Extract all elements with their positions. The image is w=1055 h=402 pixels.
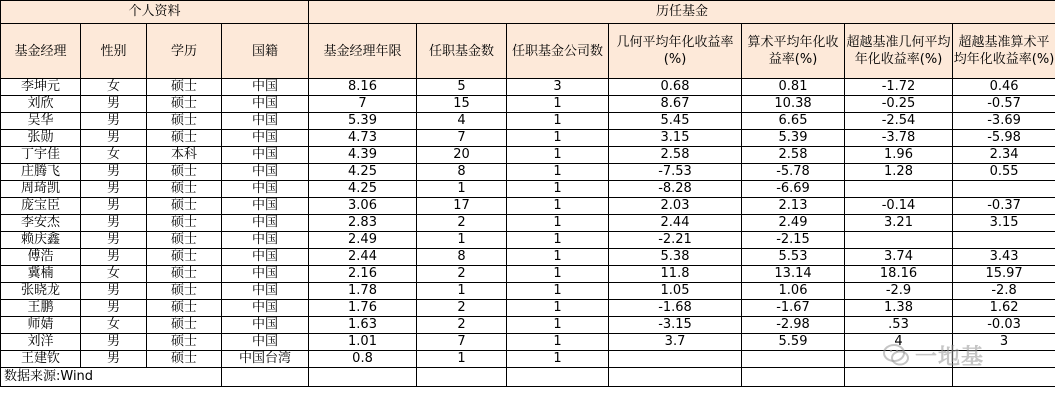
table-cell: 李安杰 [1,215,81,232]
table-cell: 中国 [222,249,309,266]
table-cell: -3.15 [609,317,742,334]
table-cell: 本科 [147,147,222,164]
table-cell: 1 [417,181,507,198]
table-cell: 6.65 [742,113,845,130]
table-cell [953,351,1055,368]
table-cell: 1 [507,147,609,164]
table-cell: 2.49 [309,232,417,249]
table-cell: 张晓龙 [1,283,81,300]
table-cell: 1.05 [609,283,742,300]
table-cell [953,181,1055,198]
table-cell: -2.9 [845,283,953,300]
table-cell: -3.69 [953,113,1055,130]
table-cell: 硕士 [147,164,222,181]
table-cell: 4.73 [309,130,417,147]
table-cell: 5.59 [742,334,845,351]
table-cell: -0.57 [953,96,1055,113]
table-cell: 王鹏 [1,300,81,317]
table-cell: 吴华 [1,113,81,130]
table-cell: 3 [507,79,609,96]
table-cell: 中国 [222,283,309,300]
table-cell: 硕士 [147,334,222,351]
table-cell: 中国 [222,266,309,283]
table-cell: 20 [417,147,507,164]
empty-cell [147,368,222,387]
table-cell: 2 [417,215,507,232]
table-row [1,181,1055,198]
table-cell: 中国 [222,113,309,130]
table-cell: 5.39 [309,113,417,130]
table-cell: 3.15 [609,130,742,147]
table-cell: 李坤元 [1,79,81,96]
table-cell: 男 [81,96,147,113]
table-cell: 1 [507,130,609,147]
table-cell: 王建钦 [1,351,81,368]
table-cell: 1 [417,351,507,368]
table-cell: 中国 [222,96,309,113]
table-row [1,198,1055,215]
table-row [1,300,1055,317]
table-cell: 女 [81,317,147,334]
group-history: 历任基金 [309,1,1055,24]
table-cell: 硕士 [147,266,222,283]
table-cell: 15.97 [953,266,1055,283]
table-cell: 硕士 [147,113,222,130]
table-cell: 2.44 [309,249,417,266]
table-cell: 男 [81,351,147,368]
table-cell: 中国 [222,147,309,164]
table-cell: 1.28 [845,164,953,181]
table-body [1,1,1055,387]
table-row [1,215,1055,232]
table-cell: 8.67 [609,96,742,113]
table-cell: 硕士 [147,198,222,215]
table-cell: 傅浩 [1,249,81,266]
table-cell: -2.8 [953,283,1055,300]
group-personal: 个人资料 [1,1,309,24]
table-cell: 硕士 [147,249,222,266]
table-row [1,249,1055,266]
table-cell: 男 [81,164,147,181]
table-cell: 2.13 [742,198,845,215]
table-cell: 硕士 [147,283,222,300]
table-cell: 11.8 [609,266,742,283]
table-cell: 硕士 [147,130,222,147]
table-cell: 1.63 [309,317,417,334]
table-cell: 0.68 [609,79,742,96]
table-cell: -8.28 [609,181,742,198]
table-cell: 5.39 [742,130,845,147]
table-cell: 男 [81,198,147,215]
table-cell: 1 [507,249,609,266]
table-cell [742,351,845,368]
empty-cell [417,368,507,387]
table-cell: 2 [417,266,507,283]
table-cell: 男 [81,130,147,147]
table-cell: 2.58 [609,147,742,164]
table-cell: 周琦凯 [1,181,81,198]
table-row [1,79,1055,96]
empty-cell [953,368,1055,387]
table-row [1,317,1055,334]
table-cell: 13.14 [742,266,845,283]
table-cell: 5 [417,79,507,96]
table-cell: 硕士 [147,215,222,232]
table-row [1,96,1055,113]
table-cell: -2.54 [845,113,953,130]
table-cell: 3 [953,334,1055,351]
table-cell: 7 [417,334,507,351]
table-cell: 2.58 [742,147,845,164]
table-cell: 3.7 [609,334,742,351]
table-cell: 10.38 [742,96,845,113]
table-cell: 4.25 [309,181,417,198]
table-cell: 1.96 [845,147,953,164]
source-row [1,368,1055,387]
table-cell: 男 [81,232,147,249]
table-cell [845,181,953,198]
column-header: 超越基准几何平均年化收益率(%) [845,24,953,79]
table-cell: 3.06 [309,198,417,215]
watermark-text: 一地基 [915,344,985,370]
table-cell: 0.46 [953,79,1055,96]
table-cell: 1.76 [309,300,417,317]
table-cell: 男 [81,283,147,300]
table-cell: 2.34 [953,147,1055,164]
table-cell: 1 [507,96,609,113]
table-cell: 1 [507,317,609,334]
table-cell: 中国 [222,164,309,181]
table-row [1,113,1055,130]
table-cell: 中国 [222,334,309,351]
table-row [1,283,1055,300]
table-cell: 女 [81,79,147,96]
table-cell: 男 [81,249,147,266]
table-cell: 中国 [222,198,309,215]
table-cell: -1.67 [742,300,845,317]
table-cell: 18.16 [845,266,953,283]
table-cell: 硕士 [147,232,222,249]
table-cell: 1 [507,164,609,181]
table-cell: 4.25 [309,164,417,181]
table-cell: 2.49 [742,215,845,232]
table-cell: 2.83 [309,215,417,232]
table-cell: 1 [507,113,609,130]
table-cell: 庞宝臣 [1,198,81,215]
table-cell: 中国 [222,300,309,317]
table-cell: 4 [845,334,953,351]
empty-cell [609,368,742,387]
table-cell: 女 [81,147,147,164]
table-cell: 15 [417,96,507,113]
column-header: 算术平均年化收益率(%) [742,24,845,79]
column-header: 国籍 [222,24,309,79]
table-cell: -0.03 [953,317,1055,334]
table-cell: 2.44 [609,215,742,232]
empty-cell [309,368,417,387]
table-cell: 8 [417,249,507,266]
data-source-note: 数据来源:Wind [1,368,147,387]
table-cell: 1.78 [309,283,417,300]
empty-cell [742,368,845,387]
table-cell: 硕士 [147,300,222,317]
table-cell: 2.16 [309,266,417,283]
table-cell: 1 [507,266,609,283]
table-cell: 1 [507,198,609,215]
table-cell: 3.43 [953,249,1055,266]
table-cell: 0.81 [742,79,845,96]
table-cell: 中国 [222,79,309,96]
table-cell: 男 [81,181,147,198]
table-cell: 男 [81,300,147,317]
table-cell: 1 [507,334,609,351]
table-row [1,351,1055,368]
column-header: 基金经理年限 [309,24,417,79]
table-cell: 1 [507,215,609,232]
table-cell: 丁宇佳 [1,147,81,164]
table-cell: 中国 [222,317,309,334]
table-row [1,266,1055,283]
column-header: 几何平均年化收益率(%) [609,24,742,79]
table-cell: 赖庆鑫 [1,232,81,249]
table-cell: 刘洋 [1,334,81,351]
table-cell: 1.38 [845,300,953,317]
table-cell: 1 [507,232,609,249]
column-header: 性别 [81,24,147,79]
table-cell: -0.37 [953,198,1055,215]
table-cell: 1 [507,283,609,300]
table-cell: 庄腾飞 [1,164,81,181]
table-cell: -2.21 [609,232,742,249]
table-cell: -1.68 [609,300,742,317]
table-cell: 硕士 [147,96,222,113]
table-cell: 硕士 [147,351,222,368]
table-cell: 1 [417,283,507,300]
table-cell: 女 [81,266,147,283]
table-cell: 7 [417,130,507,147]
table-cell: -0.14 [845,198,953,215]
table-cell: 5.45 [609,113,742,130]
empty-cell [845,368,953,387]
table-cell: 中国 [222,130,309,147]
table-cell: -5.78 [742,164,845,181]
table-row [1,164,1055,181]
table-cell: 硕士 [147,181,222,198]
table-cell: 中国 [222,232,309,249]
table-cell: -6.69 [742,181,845,198]
table-cell: -2.15 [742,232,845,249]
table-cell: -5.98 [953,130,1055,147]
table-cell: 8 [417,164,507,181]
table-cell: 中国 [222,181,309,198]
table-cell [845,351,953,368]
table-cell: 17 [417,198,507,215]
table-cell: 4.39 [309,147,417,164]
table-cell: 2.03 [609,198,742,215]
table-cell: 5.53 [742,249,845,266]
table-cell [953,232,1055,249]
table-cell: 4 [417,113,507,130]
table-cell: -2.98 [742,317,845,334]
table-row [1,334,1055,351]
table-cell: 3.74 [845,249,953,266]
table-cell: 中国 [222,215,309,232]
table-cell: 1 [417,232,507,249]
table-cell: 5.38 [609,249,742,266]
table-cell: 硕士 [147,79,222,96]
table-row [1,147,1055,164]
table-cell: 刘欣 [1,96,81,113]
table-cell: 1 [507,351,609,368]
table-cell: -1.72 [845,79,953,96]
empty-cell [222,368,309,387]
empty-cell [507,368,609,387]
table-cell: 7 [309,96,417,113]
table-cell: 男 [81,215,147,232]
table-cell: 2 [417,317,507,334]
table-cell: 冀楠 [1,266,81,283]
column-header: 基金经理 [1,24,81,79]
group-header-row [1,1,1055,24]
table-cell: 硕士 [147,317,222,334]
table-cell: 8.16 [309,79,417,96]
table-cell: -0.25 [845,96,953,113]
table-cell: 1.06 [742,283,845,300]
table-row [1,130,1055,147]
table-cell: 师婧 [1,317,81,334]
table-cell: -3.78 [845,130,953,147]
column-header: 学历 [147,24,222,79]
column-header: 任职基金数 [417,24,507,79]
table-cell: 张勋 [1,130,81,147]
table-cell: 0.8 [309,351,417,368]
column-header-row [1,24,1055,79]
table-cell [609,351,742,368]
table-cell: 1 [507,300,609,317]
table-cell: 中国台湾 [222,351,309,368]
table-cell [845,232,953,249]
table-cell: 0.55 [953,164,1055,181]
table-cell: .53 [845,317,953,334]
column-header: 任职基金公司数 [507,24,609,79]
table-cell: 1 [507,181,609,198]
table-cell: 1.62 [953,300,1055,317]
column-header: 超越基准算术平均年化收益率(%) [953,24,1055,79]
table-cell: 3.21 [845,215,953,232]
table-cell: 3.15 [953,215,1055,232]
table-row [1,232,1055,249]
table-cell: 男 [81,113,147,130]
table-cell: -7.53 [609,164,742,181]
table-cell: 男 [81,334,147,351]
table-cell: 2 [417,300,507,317]
table-cell: 1.01 [309,334,417,351]
